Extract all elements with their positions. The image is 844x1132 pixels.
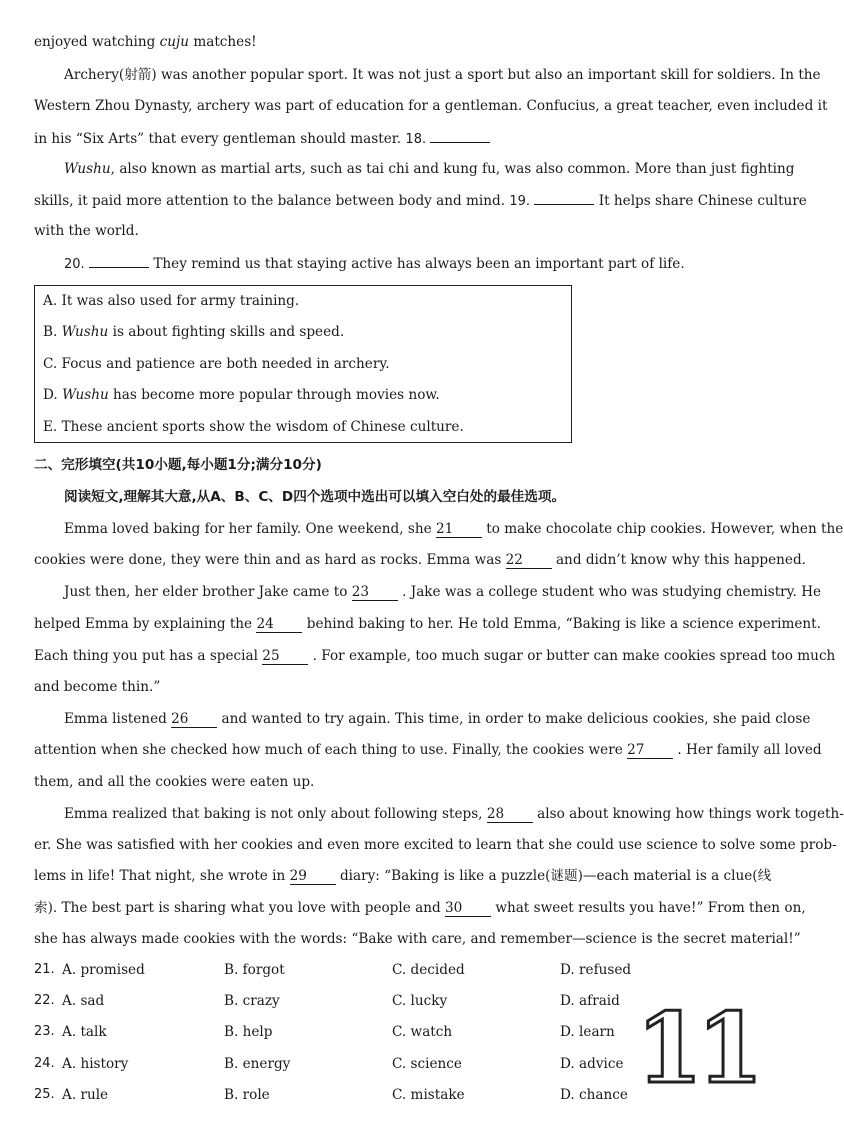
choice-option-a[interactable]: A. sad xyxy=(62,993,105,1009)
choice-option-a[interactable]: A. talk xyxy=(62,1024,107,1040)
option-c: C. Focus and patience are both needed in archery. xyxy=(43,356,390,372)
cloze-blank-26[interactable]: 26 xyxy=(171,711,217,728)
cloze-p2-line-1 xyxy=(64,582,822,602)
wushu-line-2-text-a: skills, it paid more attention to the balance between body and mind. xyxy=(34,193,506,209)
cloze-p2-line-3 xyxy=(34,646,836,666)
cloze-blank-23[interactable]: 23 xyxy=(352,584,398,601)
cloze-p3-line-3: them, and all the cookies were eaten up. xyxy=(34,774,315,790)
cloze-p3-line-2 xyxy=(34,740,822,760)
cloze-text: . For example, too much sugar or butter can make cookies spread too much xyxy=(312,648,836,664)
answer-blank-20[interactable] xyxy=(89,253,149,268)
cloze-text: and didn’t know why this happened. xyxy=(555,552,806,568)
choice-option-d[interactable]: D. chance xyxy=(560,1087,628,1103)
cloze-text: and wanted to try again. This time, in order to make delicious cookies, she paid close xyxy=(221,711,811,727)
cloze-p2-line-4: and become thin.” xyxy=(34,679,161,695)
cloze-text: 索). The best part is sharing what you love with people and xyxy=(34,900,441,916)
option-d: D. Wushu has become more popular through movies now. xyxy=(43,387,440,403)
question-20-line xyxy=(64,253,760,275)
cloze-text: behind baking to her. He told Emma, “Baking is like a science experiment. xyxy=(306,616,821,632)
cloze-blank-27[interactable]: 27 xyxy=(627,742,673,759)
choice-row-21 xyxy=(34,960,734,980)
cloze-text: Each thing you put has a special xyxy=(34,648,258,664)
choice-option-b[interactable]: B. crazy xyxy=(224,993,280,1009)
question-18-number: 18. xyxy=(405,132,427,147)
archery-line-1: Archery(射箭) was another popular sport. It was not just a sport but also an important skill for soldiers. In the xyxy=(64,67,821,83)
cloze-p1-line-1 xyxy=(64,519,844,539)
choice-option-d[interactable]: D. advice xyxy=(560,1056,624,1072)
cloze-blank-22[interactable]: 22 xyxy=(506,552,552,569)
intro-line: enjoyed watching cuju matches! xyxy=(34,34,257,50)
choice-number: 23. xyxy=(34,1024,55,1039)
cloze-blank-29[interactable]: 29 xyxy=(290,868,336,885)
cloze-blank-24[interactable]: 24 xyxy=(256,616,302,633)
cloze-p4-line-1 xyxy=(64,804,844,824)
choice-option-b[interactable]: B. forgot xyxy=(224,962,285,978)
question-19-number: 19. xyxy=(509,194,531,209)
choice-option-b[interactable]: B. energy xyxy=(224,1056,291,1072)
section-2-title: 二、完形填空(共10小题,每小题1分;满分10分) xyxy=(34,457,322,473)
question-20-text: They remind us that staying active has always been an important part of life. xyxy=(153,256,685,272)
cloze-p4-line-2: er. She was satisfied with her cookies and even more excited to learn that she could use science to solve some prob- xyxy=(34,837,837,853)
choice-option-c[interactable]: C. lucky xyxy=(392,993,448,1009)
choice-option-c[interactable]: C. science xyxy=(392,1056,462,1072)
cloze-text: Emma loved baking for her family. One weekend, she xyxy=(64,521,432,537)
question-20-number: 20. xyxy=(64,257,85,272)
cloze-text: diary: “Baking is like a puzzle(谜题)—each material is a clue(线 xyxy=(339,868,772,884)
cloze-blank-30[interactable]: 30 xyxy=(445,900,491,917)
wushu-line-2-text-b: It helps share Chinese culture xyxy=(598,193,807,209)
option-e: E. These ancient sports show the wisdom of Chinese culture. xyxy=(43,419,464,435)
cloze-p4-line-4 xyxy=(34,898,806,918)
choice-number: 22. xyxy=(34,993,55,1008)
option-a: A. It was also used for army training. xyxy=(43,293,300,309)
cloze-text: lems in life! That night, she wrote in xyxy=(34,868,286,884)
cloze-p2-line-2 xyxy=(34,614,821,634)
cloze-text: what sweet results you have!” From then on, xyxy=(495,900,806,916)
choice-option-d[interactable]: D. learn xyxy=(560,1024,615,1040)
wushu-line-2 xyxy=(34,190,807,212)
wushu-line-3: with the world. xyxy=(34,223,139,239)
page-number-badge: 11 xyxy=(636,992,758,1105)
archery-line-2: Western Zhou Dynasty, archery was part of education for a gentleman. Confucius, a great teacher, even included it xyxy=(34,98,828,114)
choice-option-b[interactable]: B. role xyxy=(224,1087,270,1103)
choice-option-d[interactable]: D. refused xyxy=(560,962,632,978)
cloze-text: Emma listened xyxy=(64,711,167,727)
cloze-blank-25[interactable]: 25 xyxy=(262,648,308,665)
choice-row-22 xyxy=(34,991,734,1011)
archery-line-3 xyxy=(34,128,760,150)
choice-option-b[interactable]: B. help xyxy=(224,1024,273,1040)
choice-row-24 xyxy=(34,1054,734,1074)
cloze-text: . Her family all loved xyxy=(677,742,822,758)
choice-number: 24. xyxy=(34,1056,55,1071)
cloze-text: . Jake was a college student who was studying chemistry. He xyxy=(402,584,822,600)
cloze-text: attention when she checked how much of each thing to use. Finally, the cookies were xyxy=(34,742,623,758)
cloze-text: helped Emma by explaining the xyxy=(34,616,253,632)
cloze-text: cookies were done, they were thin and as hard as rocks. Emma was xyxy=(34,552,502,568)
choice-number: 21. xyxy=(34,962,55,977)
choice-option-c[interactable]: C. mistake xyxy=(392,1087,465,1103)
choice-row-25 xyxy=(34,1085,734,1105)
archery-line-3-text: in his “Six Arts” that every gentleman should master. xyxy=(34,131,402,147)
cloze-p3-line-1 xyxy=(64,709,811,729)
choice-option-d[interactable]: D. afraid xyxy=(560,993,620,1009)
wushu-line-1: Wushu, also known as martial arts, such as tai chi and kung fu, was also common. More than just fighting xyxy=(64,161,795,177)
choice-option-c[interactable]: C. watch xyxy=(392,1024,453,1040)
answer-blank-19[interactable] xyxy=(534,190,594,205)
cloze-p1-line-2 xyxy=(34,550,806,570)
choice-option-c[interactable]: C. decided xyxy=(392,962,465,978)
cloze-p4-line-5: she has always made cookies with the words: “Bake with care, and remember—science is the secret material!” xyxy=(34,931,801,947)
choice-row-23 xyxy=(34,1022,734,1042)
section-2-instruction: 阅读短文,理解其大意,从A、B、C、D四个选项中选出可以填入空白处的最佳选项。 xyxy=(64,489,566,505)
cloze-text: also about knowing how things work togeth- xyxy=(537,806,844,822)
cloze-text: Emma realized that baking is not only about following steps, xyxy=(64,806,483,822)
answer-blank-18[interactable] xyxy=(430,128,490,143)
cloze-blank-28[interactable]: 28 xyxy=(487,806,533,823)
option-b: B. Wushu is about fighting skills and speed. xyxy=(43,324,345,340)
choice-number: 25. xyxy=(34,1087,55,1102)
cloze-text: to make chocolate chip cookies. However, when the xyxy=(486,521,844,537)
choice-option-a[interactable]: A. rule xyxy=(62,1087,109,1103)
choice-option-a[interactable]: A. promised xyxy=(62,962,145,978)
cloze-p4-line-3 xyxy=(34,866,772,886)
cloze-blank-21[interactable]: 21 xyxy=(436,521,482,538)
cloze-text: Just then, her elder brother Jake came to xyxy=(64,584,348,600)
sentence-options-box xyxy=(34,285,572,443)
choice-option-a[interactable]: A. history xyxy=(62,1056,129,1072)
